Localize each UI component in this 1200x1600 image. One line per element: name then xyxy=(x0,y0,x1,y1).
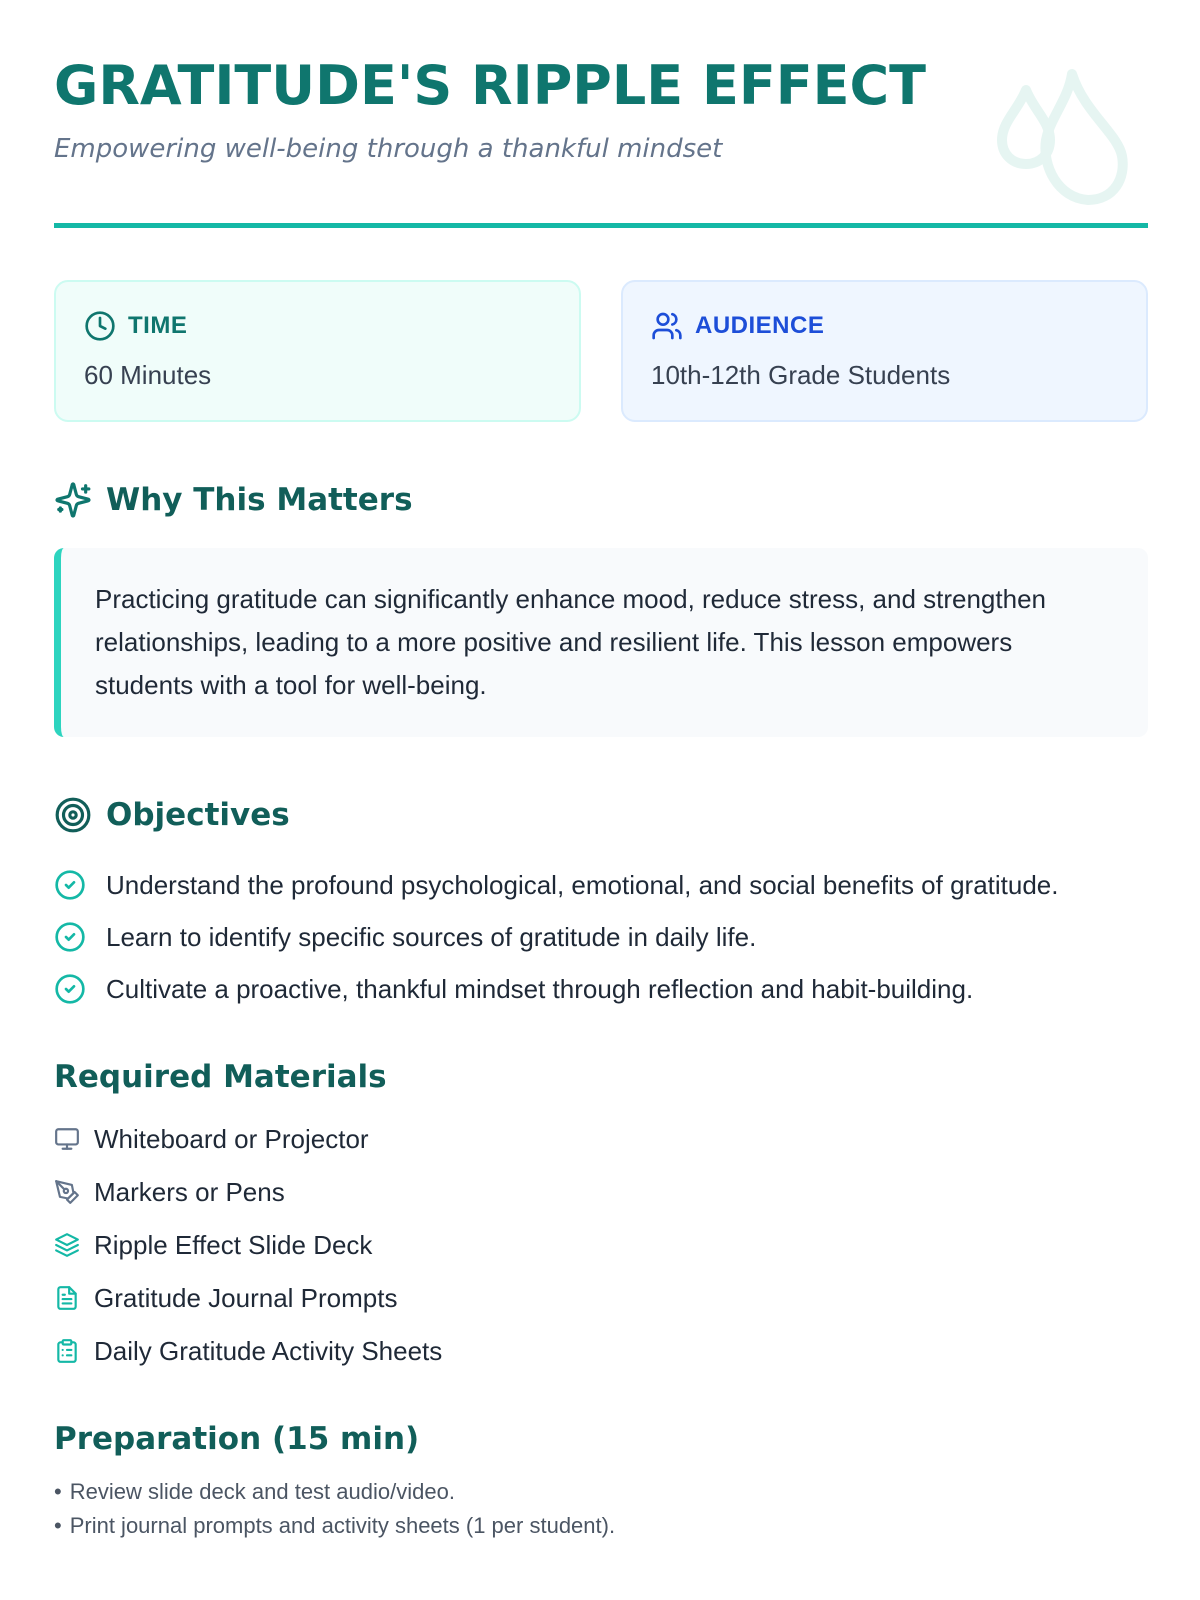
objective-text: Cultivate a proactive, thankful mindset through reflection and habit-building. xyxy=(106,974,974,1004)
audience-card xyxy=(621,280,1148,422)
layers-icon xyxy=(54,1232,80,1258)
time-value: 60 Minutes xyxy=(84,360,212,390)
objectives-list xyxy=(54,865,1148,1009)
list-item xyxy=(54,1174,1148,1210)
list-item: • Review slide deck and test audio/video. xyxy=(54,1475,1148,1509)
monitor-icon xyxy=(54,1126,80,1152)
audience-value: 10th-12th Grade Students xyxy=(651,360,951,390)
header xyxy=(54,0,1148,228)
objective-text: Understand the profound psychological, emotional, and social benefits of gratitude. xyxy=(106,870,1059,900)
check-circle-icon xyxy=(54,973,86,1005)
list-item xyxy=(54,1333,1148,1369)
time-card xyxy=(54,280,581,422)
objectives-title: Objectives xyxy=(106,797,290,833)
why-title: Why This Matters xyxy=(106,482,413,518)
preparation-list xyxy=(54,1475,1148,1543)
list-item xyxy=(54,1280,1148,1316)
material-label: Gratitude Journal Prompts xyxy=(94,1282,398,1313)
users-icon xyxy=(651,310,683,342)
pen-tool-icon xyxy=(54,1179,80,1205)
check-circle-icon xyxy=(54,869,86,901)
page-title: GRATITUDE'S RIPPLE EFFECT xyxy=(54,54,926,117)
preparation-title: Preparation (15 min) xyxy=(54,1421,420,1457)
page-subtitle: Empowering well-being through a thankful mindset xyxy=(54,134,723,164)
info-row xyxy=(54,280,1148,422)
why-text: Practicing gratitude can significantly enhance mood, reduce stress, and strengthen relationships, leading to a more positive and resilient life. This lesson empowers students with a tool for well-being. xyxy=(95,584,1046,700)
list-item: • Print journal prompts and activity sheets (1 per student). xyxy=(54,1509,1148,1543)
list-item xyxy=(54,865,1148,905)
target-icon xyxy=(54,796,92,834)
list-item xyxy=(54,969,1148,1009)
why-callout xyxy=(54,548,1148,737)
time-label: TIME xyxy=(128,312,188,339)
material-label: Whiteboard or Projector xyxy=(94,1123,369,1154)
materials-list xyxy=(54,1121,1148,1369)
objective-text: Learn to identify specific sources of gratitude in daily life. xyxy=(106,922,757,952)
audience-label: AUDIENCE xyxy=(695,312,825,339)
check-circle-icon xyxy=(54,921,86,953)
lesson-plan-page xyxy=(54,0,1148,1543)
material-label: Markers or Pens xyxy=(94,1176,285,1207)
list-item xyxy=(54,1121,1148,1157)
materials-title: Required Materials xyxy=(54,1059,387,1095)
material-label: Ripple Effect Slide Deck xyxy=(94,1229,373,1260)
sparkles-icon xyxy=(54,481,92,519)
droplets-icon xyxy=(988,60,1138,210)
list-item xyxy=(54,1227,1148,1263)
material-label: Daily Gratitude Activity Sheets xyxy=(94,1335,443,1366)
clipboard-list-icon xyxy=(54,1338,80,1364)
objectives-heading xyxy=(54,793,1148,837)
file-text-icon xyxy=(54,1285,80,1311)
list-item xyxy=(54,917,1148,957)
why-heading xyxy=(54,478,1148,522)
clock-icon xyxy=(84,310,116,342)
